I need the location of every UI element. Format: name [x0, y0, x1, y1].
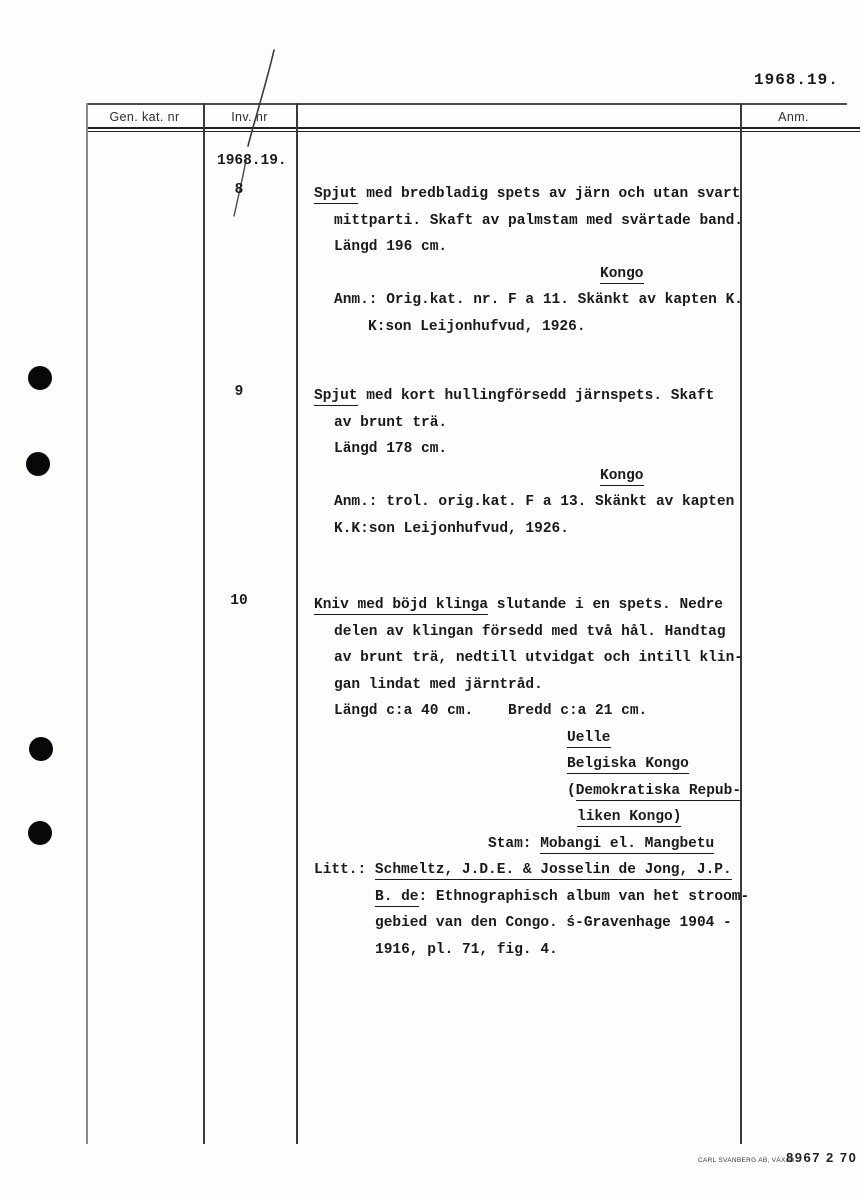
entry-text-line: Spjut med kort hullingförsedd järnspets. Skaft [314, 388, 715, 404]
printer-imprint: CARL SVANBERG AB, VÄXJÖ [698, 1157, 795, 1164]
catalog-entry [296, 592, 856, 963]
entry-text-line: K:son Leijonhufvud, 1926. [368, 318, 586, 335]
entry-text-line: gebied van den Congo. ś-Gravenhage 1904 - [375, 915, 732, 931]
entry-text-line: Anm.: trol. orig.kat. F a 13. Skänkt av kapten [334, 494, 735, 510]
page-reference: 1968.19. [754, 71, 839, 89]
entry-text-line: Belgiska Kongo [567, 756, 689, 772]
entry-text-line: Anm.: Orig.kat. nr. F a 11. Skänkt av kapten K. [334, 292, 743, 308]
entry-text-line: 1916, pl. 71, fig. 4. [375, 941, 558, 958]
entry-text-line: Kongo [600, 467, 644, 484]
entry-text-line: gan lindat med järntråd. [334, 676, 543, 693]
entry-text-line: av brunt trä, nedtill utvidgat och intill klin- [334, 650, 743, 666]
inventory-number: 10 [230, 593, 248, 609]
entry-text-line: Längd 178 cm. [334, 441, 448, 457]
column-header-anm: Anm. [778, 110, 809, 124]
punch-hole [29, 737, 53, 761]
inventory-number: 8 [234, 182, 244, 198]
entry-text-line: (Demokratiska Repub- [567, 782, 742, 799]
print-form-code: 8967 2 70 [786, 1150, 858, 1165]
entry-text-line: Spjut med bredbladig spets av järn och utan svart [314, 186, 741, 202]
entry-text-line: Längd 196 cm. [334, 239, 448, 255]
inventory-number: 9 [234, 384, 244, 400]
inventory-year-label: 1968.19. [217, 153, 287, 169]
entry-text-line: Längd c:a 40 cm. Bredd c:a 21 cm. [334, 703, 648, 719]
entry-text-line: Kongo [600, 265, 644, 282]
catalog-entry [296, 181, 856, 340]
column-header-inv-nr: Inv. nr [231, 110, 268, 124]
entry-text-line: Kniv med böjd klinga slutande i en spets. Nedre [314, 597, 723, 613]
entry-text-line: K.K:son Leijonhufvud, 1926. [334, 520, 569, 537]
entry-text-line: av brunt trä. [334, 414, 448, 431]
entry-text-line: B. de: Ethnographisch album van het stroom- [375, 888, 750, 905]
entry-text-line: mittparti. Skaft av palmstam med svärtade band. [334, 212, 743, 229]
column-header-gen-kat-nr: Gen. kat. nr [109, 110, 180, 124]
column-divider-genkat-inv [203, 103, 205, 1144]
entry-text-line: liken Kongo) [577, 809, 682, 825]
entry-text-line: delen av klingan försedd med två hål. Handtag [334, 623, 726, 640]
table-border-top [86, 103, 847, 105]
entry-text-line: Stam: Mobangi el. Mangbetu [488, 835, 715, 852]
entry-text-line: Uelle [567, 729, 611, 746]
punch-hole [28, 366, 52, 390]
table-border-left [86, 103, 88, 1144]
entry-text-line: Litt.: Schmeltz, J.D.E. & Josselin de Jong, J.P. [314, 862, 732, 878]
punch-hole [28, 821, 52, 845]
catalog-entry [296, 383, 856, 542]
punch-hole [26, 452, 50, 476]
